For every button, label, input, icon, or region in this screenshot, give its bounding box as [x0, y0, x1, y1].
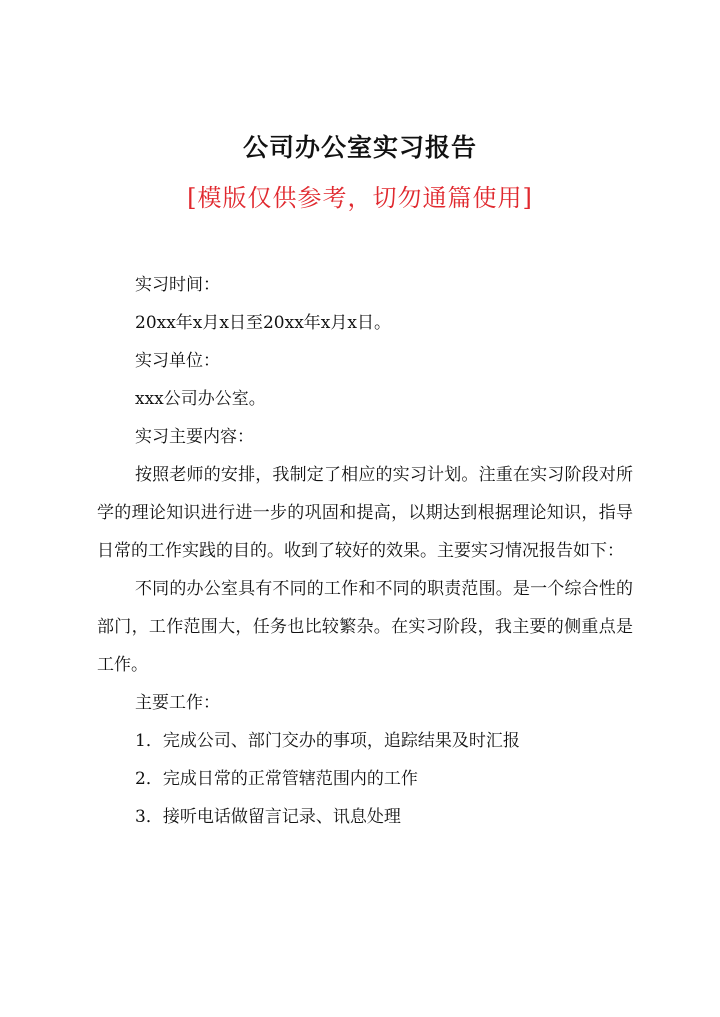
template-disclaimer: [模版仅供参考，切勿通篇使用]: [187, 184, 533, 212]
internship-unit-label: 实习单位：: [135, 351, 220, 371]
document-title: 公司办公室实习报告: [242, 133, 477, 162]
list-item: 2．完成日常的正常管辖范围内的工作: [135, 769, 418, 789]
document-body: [97, 266, 633, 836]
internship-time-value: 20xx年x月x日至20xx年x月x日。: [135, 313, 391, 333]
internship-unit-value: xxx公司办公室。: [135, 389, 266, 409]
internship-content-label: 实习主要内容：: [135, 427, 254, 447]
main-work-label: 主要工作：: [135, 693, 220, 713]
list-item: 3．接听电话做留言记录、讯息处理: [135, 807, 401, 827]
body-paragraph: 按照老师的安排，我制定了相应的实习计划。注重在实习阶段对所学的理论知识进行进一步的巩固和提高，以期达到根据理论知识，指导日常的工作实践的目的。收到了较好的效果。主要实习情况报告如下：: [97, 465, 633, 561]
body-paragraph: 不同的办公室具有不同的工作和不同的职责范围。是一个综合性的部门，工作范围大，任务也比较繁杂。在实习阶段，我主要的侧重点是工作。: [97, 579, 633, 675]
list-item: 1．完成公司、部门交办的事项，追踪结果及时汇报: [135, 731, 520, 751]
internship-time-label: 实习时间：: [135, 275, 220, 295]
